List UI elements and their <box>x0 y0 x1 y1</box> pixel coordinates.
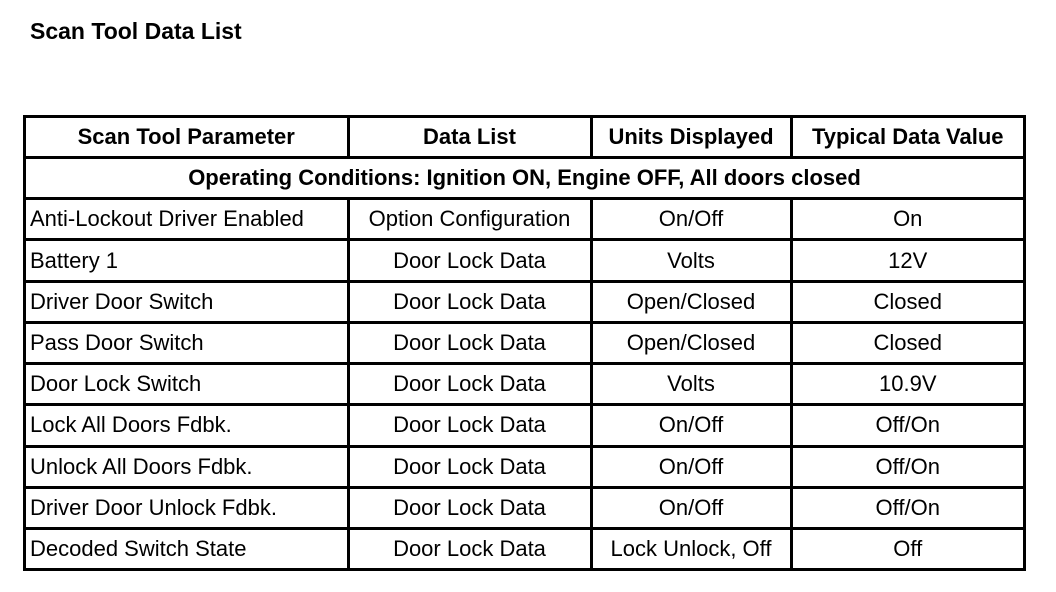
data-table <box>26 118 1023 568</box>
header-typical-data-value: Typical Data Value <box>791 118 1023 158</box>
cell-data-list: Door Lock Data <box>348 487 591 528</box>
table-row <box>26 405 1023 446</box>
cell-parameter: Pass Door Switch <box>26 322 348 363</box>
cell-typical-value: 12V <box>791 240 1023 281</box>
table-row <box>26 281 1023 322</box>
cell-typical-value: Closed <box>791 281 1023 322</box>
cell-data-list: Door Lock Data <box>348 281 591 322</box>
header-data-list: Data List <box>348 118 591 158</box>
table-row <box>26 240 1023 281</box>
table-row <box>26 528 1023 568</box>
cell-parameter: Anti-Lockout Driver Enabled <box>26 199 348 240</box>
cell-parameter: Driver Door Switch <box>26 281 348 322</box>
table-row <box>26 199 1023 240</box>
cell-units: Volts <box>591 364 791 405</box>
cell-data-list: Door Lock Data <box>348 405 591 446</box>
cell-typical-value: Off/On <box>791 405 1023 446</box>
cell-units: On/Off <box>591 405 791 446</box>
cell-parameter: Unlock All Doors Fdbk. <box>26 446 348 487</box>
cell-data-list: Option Configuration <box>348 199 591 240</box>
cell-data-list: Door Lock Data <box>348 528 591 568</box>
cell-units: Open/Closed <box>591 322 791 363</box>
cell-parameter: Door Lock Switch <box>26 364 348 405</box>
cell-units: Volts <box>591 240 791 281</box>
document-title: Scan Tool Data List <box>30 18 242 44</box>
cell-parameter: Driver Door Unlock Fdbk. <box>26 487 348 528</box>
table-row <box>26 446 1023 487</box>
cell-units: On/Off <box>591 487 791 528</box>
operating-conditions-row <box>26 158 1023 199</box>
cell-units: Open/Closed <box>591 281 791 322</box>
cell-parameter: Battery 1 <box>26 240 348 281</box>
cell-typical-value: Off <box>791 528 1023 568</box>
scan-tool-data-table <box>23 115 1026 571</box>
cell-typical-value: On <box>791 199 1023 240</box>
table-header-row <box>26 118 1023 158</box>
cell-units: On/Off <box>591 446 791 487</box>
cell-typical-value: 10.9V <box>791 364 1023 405</box>
table-row <box>26 322 1023 363</box>
cell-units: On/Off <box>591 199 791 240</box>
cell-typical-value: Closed <box>791 322 1023 363</box>
cell-data-list: Door Lock Data <box>348 364 591 405</box>
header-units-displayed: Units Displayed <box>591 118 791 158</box>
cell-typical-value: Off/On <box>791 487 1023 528</box>
table-row <box>26 364 1023 405</box>
cell-data-list: Door Lock Data <box>348 240 591 281</box>
cell-units: Lock Unlock, Off <box>591 528 791 568</box>
operating-conditions: Operating Conditions: Ignition ON, Engine OFF, All doors closed <box>26 158 1023 199</box>
cell-data-list: Door Lock Data <box>348 446 591 487</box>
table-row <box>26 487 1023 528</box>
header-scan-tool-parameter: Scan Tool Parameter <box>26 118 348 158</box>
cell-data-list: Door Lock Data <box>348 322 591 363</box>
cell-typical-value: Off/On <box>791 446 1023 487</box>
cell-parameter: Lock All Doors Fdbk. <box>26 405 348 446</box>
cell-parameter: Decoded Switch State <box>26 528 348 568</box>
